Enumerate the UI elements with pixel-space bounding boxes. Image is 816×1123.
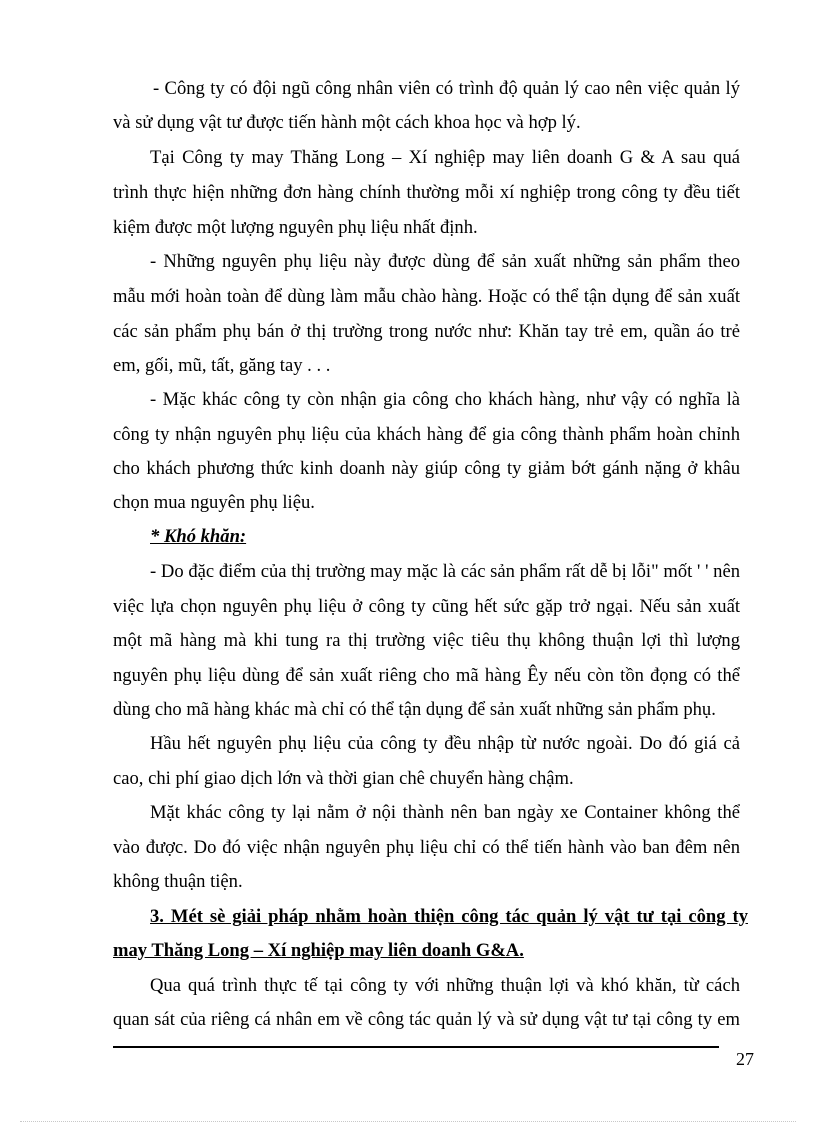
paragraph-line: - Mặc khác công ty còn nhận gia công cho khách hàng, như vậy có nghĩa là — [150, 389, 740, 410]
paragraph-line: các sản phẩm phụ bán ở thị trường trong nước như: Khăn tay trẻ em, quần áo trẻ — [113, 321, 740, 342]
paragraph-line: không thuận tiện. — [113, 871, 243, 892]
paragraph-line: Mặt khác công ty lại nằm ở nội thành nên ban ngày xe Container không thể — [150, 802, 740, 823]
paragraph-line: việc lựa chọn nguyên phụ liệu ở công ty cũng hết sức gặp trở ngại. Nếu sản xuất — [113, 596, 740, 617]
paragraph-line: vào được. Do đó việc nhận nguyên phụ liệu chỉ có thể tiến hành vào ban đêm nên — [113, 837, 740, 858]
paragraph-line: - Do đặc điểm của thị trường may mặc là các sản phẩm rất dễ bị lỗi" mốt ' ' nên — [150, 561, 740, 582]
paragraph-line: Qua quá trình thực tế tại công ty với những thuận lợi và khó khăn, từ cách — [150, 975, 740, 996]
paragraph-line: trình thực hiện những đơn hàng chính thường mỗi xí nghiệp trong công ty đều tiết — [113, 182, 740, 203]
paragraph-line: công ty nhận nguyên phụ liệu của khách hàng để gia công thành phẩm hoàn chỉnh — [113, 424, 740, 445]
paragraph-line: nguyên phụ liệu dùng để sản xuất riêng cho mã hàng Êy nếu còn tồn đọng có thể — [113, 665, 740, 686]
paragraph-line: - Những nguyên phụ liệu này được dùng để sản xuất những sản phẩm theo — [150, 251, 740, 272]
paragraph-line: - Công ty có đội ngũ công nhân viên có trình độ quản lý cao nên việc quản lý — [153, 78, 740, 99]
paragraph-line: em, gối, mũ, tất, găng tay . . . — [113, 355, 331, 376]
paragraph-line: cao, chi phí giao dịch lớn và thời gian chê chuyển hàng chậm. — [113, 768, 574, 789]
footer-rule — [113, 1046, 719, 1048]
paragraph-line: Hầu hết nguyên phụ liệu của công ty đều nhập từ nước ngoài. Do đó giá cả — [150, 733, 740, 754]
paragraph-line: Tại Công ty may Thăng Long – Xí nghiệp may liên doanh G & A sau quá — [150, 147, 740, 168]
paragraph-line: kiệm được một lượng nguyên phụ liệu nhất định. — [113, 217, 478, 238]
subheading-difficulties: * Khó khăn: — [150, 526, 247, 547]
paragraph-line: dùng cho mã hàng khác mà chỉ có thể tận dụng để sản xuất những sản phẩm phụ. — [113, 699, 716, 720]
paragraph-line: cho khách phương thức kinh doanh này giúp công ty giảm bớt gánh nặng ở khâu — [113, 458, 740, 479]
page-edge-divider — [20, 1121, 796, 1122]
paragraph-line: mẫu mới hoàn toàn để dùng làm mẫu chào hàng. Hoặc có thể tận dụng để sản xuất — [113, 286, 740, 307]
page-number: 27 — [736, 1049, 754, 1069]
paragraph-line: quan sát của riêng cá nhân em về công tác quản lý và sử dụng vật tư tại công ty em — [113, 1009, 740, 1030]
paragraph-line: và sử dụng vật tư được tiến hành một cách khoa học và hợp lý. — [113, 112, 581, 133]
paragraph-line: chọn mua nguyên phụ liệu. — [113, 492, 315, 513]
section-heading-line: may Thăng Long – Xí nghiệp may liên doanh G&A. — [113, 940, 524, 961]
paragraph-line: một mã hàng mà khi tung ra thị trường việc tiêu thụ không thuận lợi thì lượng — [113, 630, 740, 651]
section-heading-line: 3. Mét sè giải pháp nhằm hoàn thiện công tác quản lý vật tư tại công ty — [150, 906, 748, 927]
